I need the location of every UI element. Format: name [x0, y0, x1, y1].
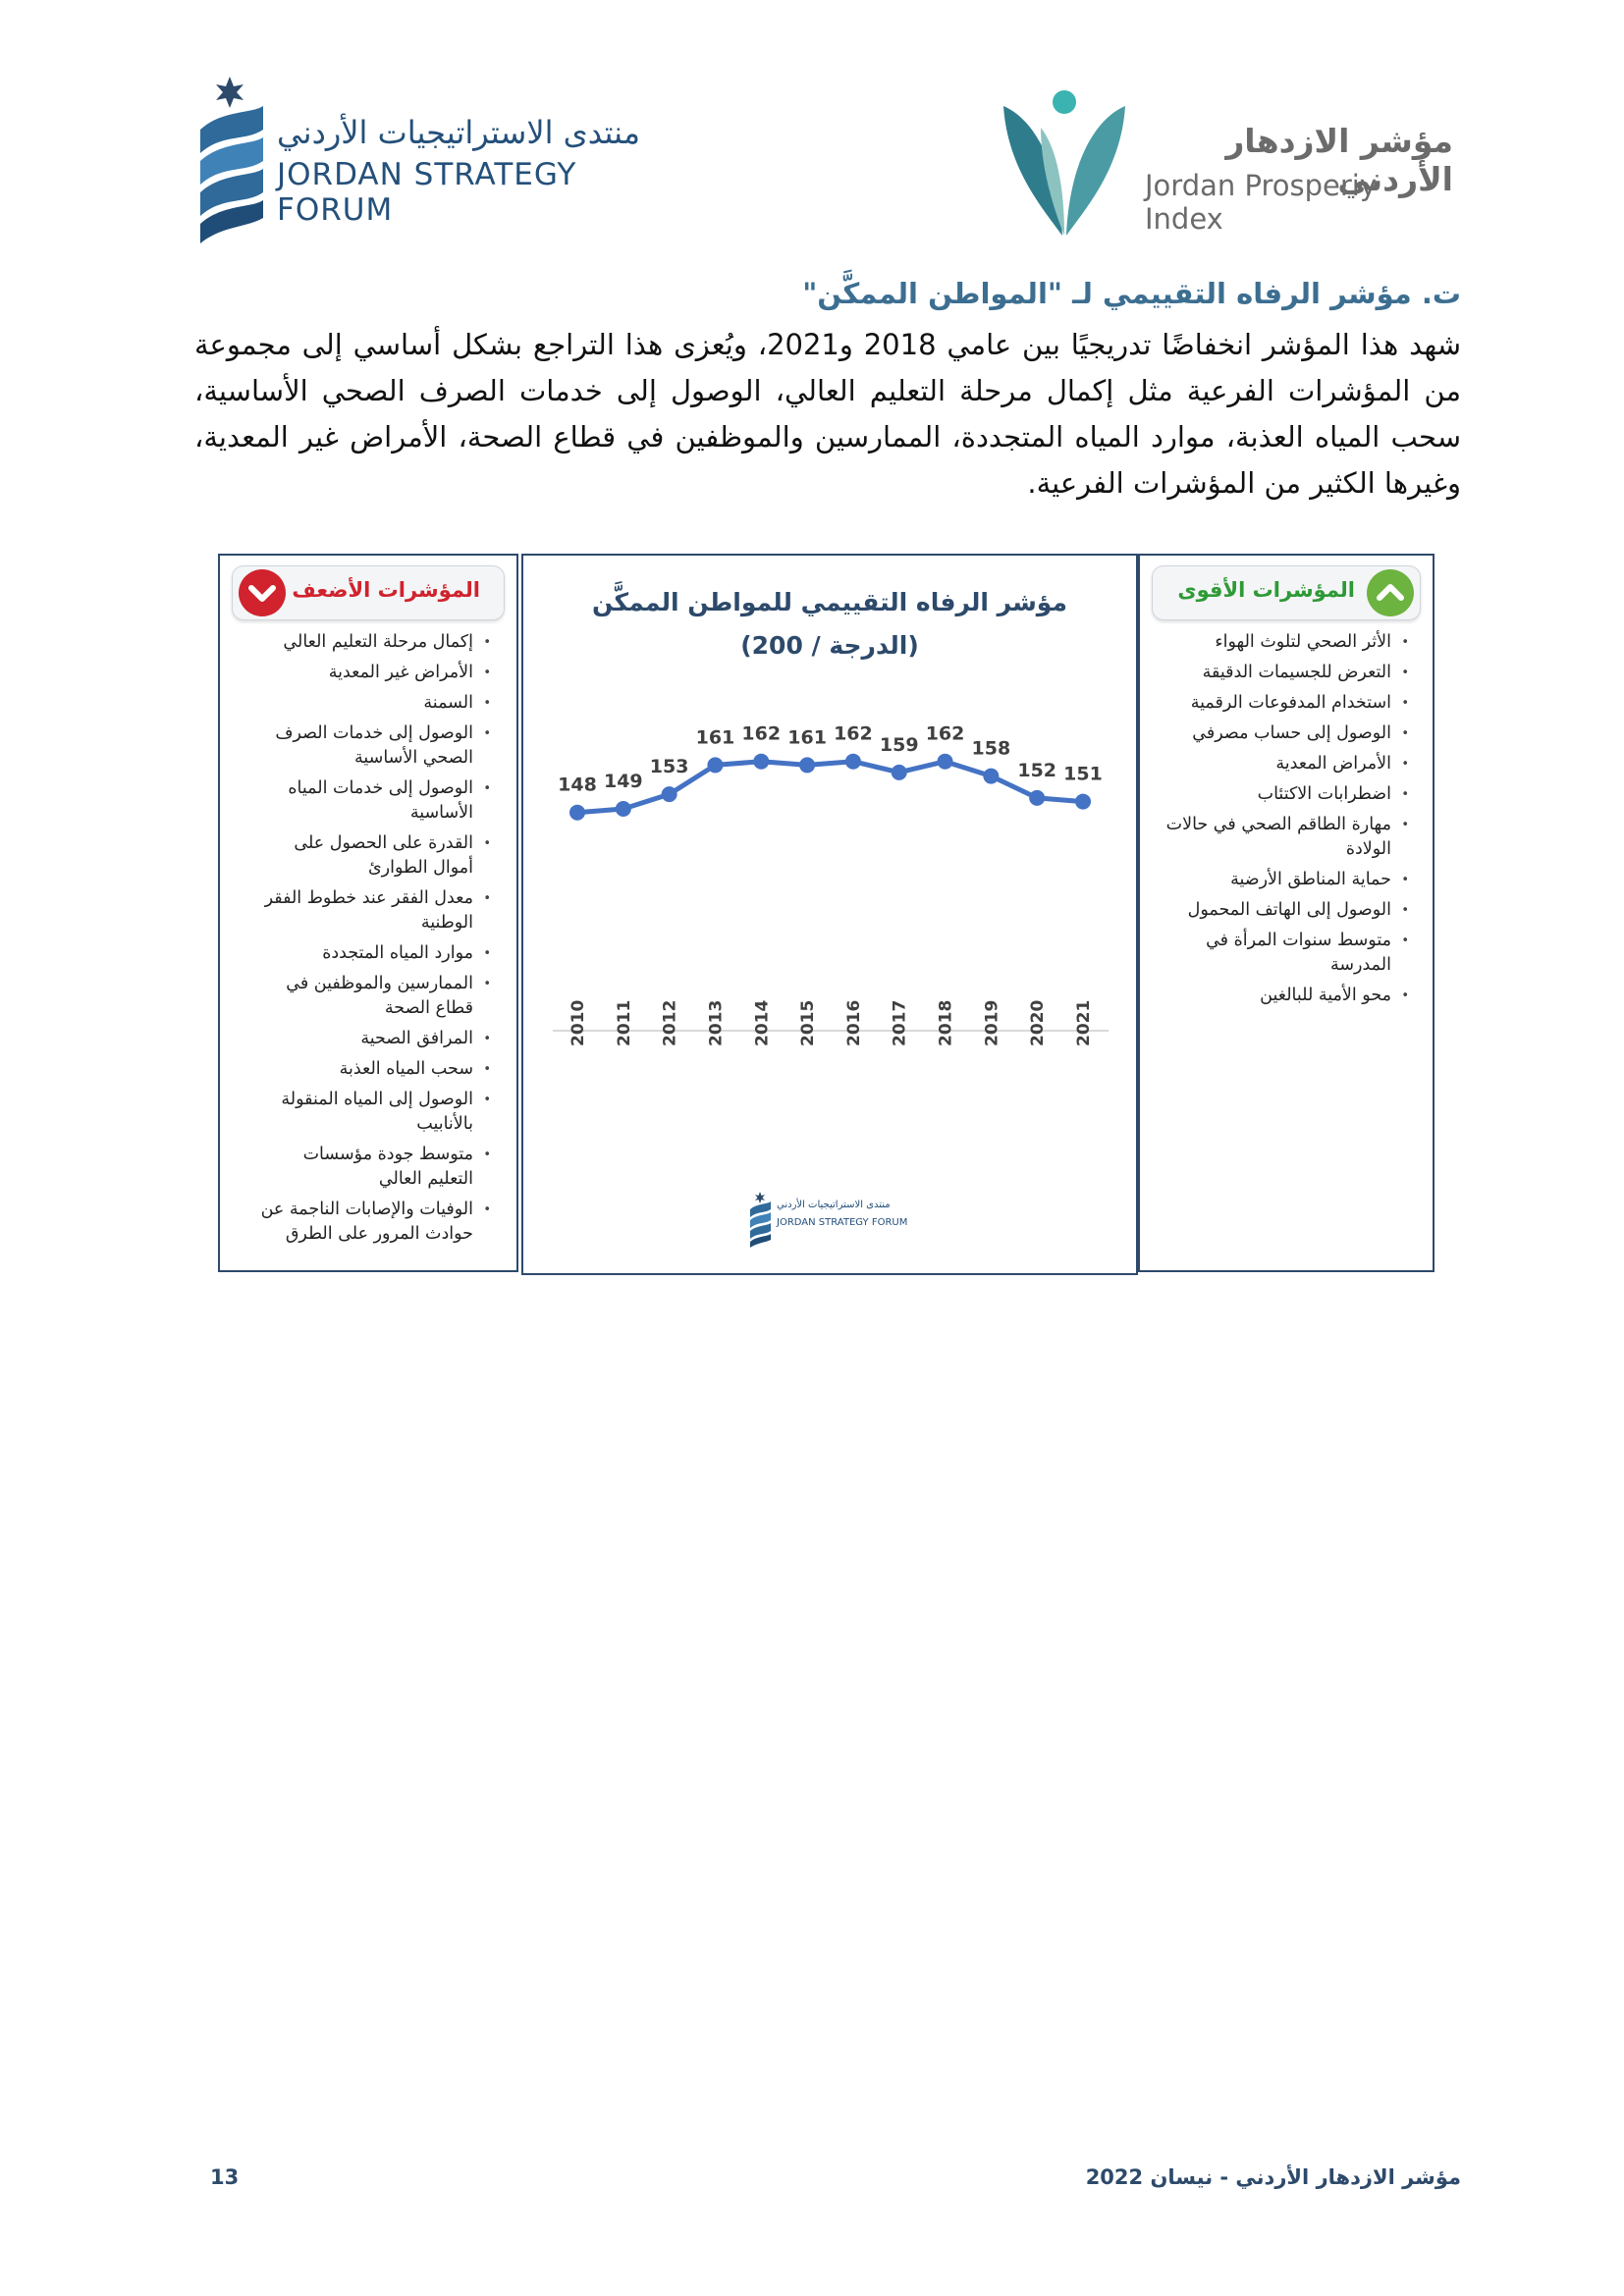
chart-panel: [521, 554, 1138, 1275]
data-label: 162: [925, 722, 965, 745]
jpi-logo-icon: [1001, 88, 1129, 245]
x-tick-label: 2015: [798, 999, 819, 1046]
list-item: • الوصول إلى خدمات الصرف الصحي الأساسية: [257, 721, 493, 771]
chevron-up-icon: [1367, 569, 1414, 616]
data-point: [707, 757, 723, 773]
data-label: 153: [649, 756, 689, 778]
page-number: 13: [210, 2165, 240, 2189]
list-item: • اضطرابات الاكتئاب: [1165, 782, 1411, 807]
x-tick-label: 2019: [982, 999, 1002, 1046]
chevron-down-icon: [239, 569, 286, 616]
data-point: [845, 754, 861, 770]
chart-watermark-logo: [747, 1190, 924, 1249]
jsf-logo-icon: [192, 71, 271, 247]
data-point: [662, 786, 677, 802]
list-item: • موارد المياه المتجددة: [257, 941, 493, 966]
weakest-indicators-title: المؤشرات الأضعف: [292, 578, 480, 602]
data-label: 148: [558, 774, 597, 796]
data-point: [1029, 790, 1045, 806]
jordan-strategy-forum-logo: [192, 71, 654, 247]
x-tick-label: 2016: [843, 999, 864, 1046]
x-tick-label: 2013: [706, 999, 727, 1046]
list-item: • الأمراض المعدية: [1165, 752, 1411, 776]
list-item: • التعرض للجسيمات الدقيقة: [1165, 661, 1411, 685]
footer-title: مؤشر الازدهار الأردني - نيسان 2022: [1085, 2165, 1461, 2189]
data-label: 162: [741, 722, 782, 745]
watermark-english: JORDAN STRATEGY FORUM: [777, 1217, 908, 1228]
list-item: • حماية المناطق الأرضية: [1165, 868, 1411, 892]
data-label: 161: [787, 726, 827, 749]
data-label: 158: [971, 737, 1011, 760]
x-tick-label: 2017: [890, 999, 910, 1046]
x-tick-label: 2020: [1028, 999, 1049, 1046]
data-label: 149: [603, 771, 643, 792]
list-item: • متوسط سنوات المرأة في المدرسة: [1165, 929, 1411, 978]
x-tick-label: 2014: [752, 999, 773, 1046]
list-item: • الوصول إلى المياه المنقولة بالأنابيب: [257, 1088, 493, 1137]
weakest-indicators-list: [257, 630, 493, 1253]
data-point: [892, 765, 907, 780]
strongest-indicators-panel: [1138, 554, 1435, 1272]
jpi-logo-english: Jordan Prosperiy Index: [1145, 169, 1377, 236]
list-item: • الوصول إلى خدمات المياه الأساسية: [257, 776, 493, 826]
section-paragraph: شهد هذا المؤشر انخفاضًا تدريجيًا بين عامي 2018 و2021، ويُعزى هذا التراجع بشكل أساسي إلى مجموعة من المؤشرات الفرعية مثل إكمال مرحلة التعليم العالي، الوصول إلى خدمات الصرف الصحي الأساسية، سحب المياه العذبة، موارد المياه المتجددة، الممارسين والموظفين في قطاع الصحة، الأمراض غير المعدية، وغيرها الكثير من المؤشرات الفرعية.: [194, 328, 1461, 500]
x-tick-label: 2018: [936, 999, 956, 1046]
data-point: [938, 754, 953, 770]
line-chart: [523, 556, 1136, 1273]
list-item: • استخدام المدفوعات الرقمية: [1165, 691, 1411, 716]
strongest-indicators-header: [1152, 565, 1421, 620]
list-item: • مهارة الطاقم الصحي في حالات الولادة: [1165, 813, 1411, 862]
list-item: • محو الأمية للبالغين: [1165, 984, 1411, 1008]
data-label: 151: [1063, 763, 1103, 785]
list-item: • إكمال مرحلة التعليم العالي: [257, 630, 493, 655]
data-point: [616, 801, 631, 817]
weakest-indicators-panel: [218, 554, 518, 1272]
data-point: [983, 769, 999, 784]
list-item: • القدرة على الحصول على أموال الطوارئ: [257, 831, 493, 881]
chart-title: مؤشر الرفاه التقييمي للمواطن الممكَّن: [592, 588, 1067, 616]
data-point: [753, 754, 769, 770]
x-tick-label: 2021: [1074, 999, 1094, 1046]
list-item: • الأثر الصحي لتلوث الهواء: [1165, 630, 1411, 655]
chart-subtitle: (الدرجة / 200): [740, 631, 919, 660]
list-item: • الوصول إلى الهاتف المحمول: [1165, 898, 1411, 923]
data-label: 161: [695, 726, 735, 749]
jsf-logo-arabic: منتدى الاستراتيجيات الأردني: [277, 114, 640, 151]
list-item: • معدل الفقر عند خطوط الفقر الوطنية: [257, 886, 493, 935]
strongest-indicators-title: المؤشرات الأقوى: [1177, 578, 1355, 602]
data-label: 159: [879, 733, 919, 756]
data-point: [799, 757, 815, 773]
watermark-arabic: منتدى الاستراتيجيات الأردني: [777, 1200, 891, 1210]
jpi-logo-arabic: مؤشر الازدهار الأردني: [1225, 122, 1453, 198]
section-title: ت. مؤشر الرفاه التقييمي لـ "المواطن الممكَّن": [802, 277, 1461, 310]
list-item: • الأمراض غير المعدية: [257, 661, 493, 685]
data-point: [1075, 794, 1091, 810]
list-item: • المرافق الصحية: [257, 1027, 493, 1051]
jsf-logo-english: JORDAN STRATEGY FORUM: [277, 157, 577, 228]
list-item: • متوسط جودة مؤسسات التعليم العالي: [257, 1143, 493, 1192]
jsf-watermark-icon: [747, 1190, 773, 1249]
x-tick-label: 2011: [614, 999, 634, 1046]
list-item: • السمنة: [257, 691, 493, 716]
list-item: • الوفيات والإصابات الناجمة عن حوادث المرور على الطرق: [257, 1198, 493, 1247]
data-label: 162: [834, 722, 873, 745]
data-label: 152: [1017, 759, 1057, 781]
strongest-indicators-list: [1165, 630, 1411, 1014]
data-point: [569, 805, 585, 821]
list-item: • الوصول إلى حساب مصرفي: [1165, 721, 1411, 746]
list-item: • الممارسين والموظفين في قطاع الصحة: [257, 972, 493, 1021]
weakest-indicators-header: [232, 565, 505, 620]
x-tick-label: 2010: [568, 999, 588, 1046]
x-tick-label: 2012: [660, 999, 680, 1046]
jordan-prosperity-index-logo: [1001, 88, 1453, 245]
list-item: • سحب المياه العذبة: [257, 1057, 493, 1082]
